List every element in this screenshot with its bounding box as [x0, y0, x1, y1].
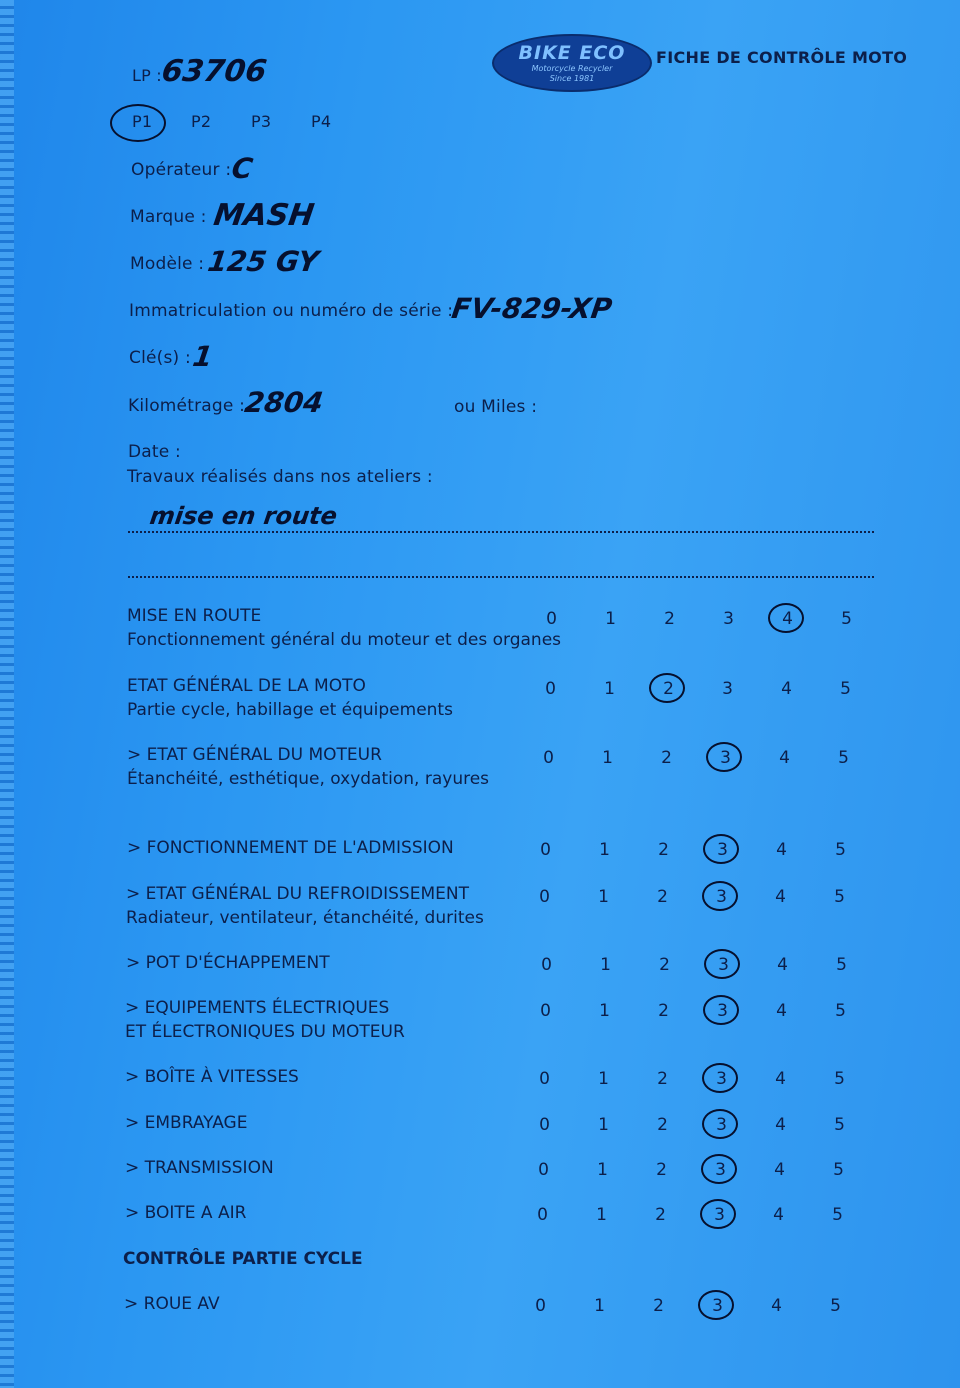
score-option-2[interactable]	[640, 609, 699, 629]
score-option-label: 0	[546, 609, 557, 629]
score-option-1[interactable]	[574, 1069, 633, 1089]
score-option-label: 5	[834, 887, 845, 907]
rating-row-score-scale	[515, 1115, 869, 1135]
score-option-3[interactable]	[693, 840, 752, 860]
score-circle-mark	[768, 603, 804, 633]
score-option-2[interactable]	[633, 887, 692, 907]
score-option-label: 5	[834, 1115, 845, 1135]
score-option-label: 0	[537, 1205, 548, 1225]
rating-row-title: > TRANSMISSION	[125, 1158, 274, 1178]
rating-row-subtitle: Étanchéité, esthétique, oxydation, rayures	[127, 769, 490, 789]
rating-row-title: > FONCTIONNEMENT DE L'ADMISSION	[127, 838, 454, 858]
section-cycle-title: CONTRÔLE PARTIE CYCLE	[123, 1249, 363, 1269]
score-option-1[interactable]	[575, 840, 634, 860]
score-option-1[interactable]	[578, 748, 637, 768]
score-option-label: 1	[600, 955, 611, 975]
score-option-label: 2	[653, 1296, 664, 1316]
score-option-label: 0	[543, 748, 554, 768]
rating-row-title: > POT D'ÉCHAPPEMENT	[126, 953, 330, 973]
lp-label: LP :	[132, 66, 162, 85]
score-option-label: 3	[717, 1001, 728, 1021]
score-option-3[interactable]	[692, 1115, 751, 1135]
score-option-label: 0	[539, 1069, 550, 1089]
score-option-5[interactable]	[810, 1069, 869, 1089]
travaux-line-2	[128, 576, 874, 578]
position-circle-mark	[110, 104, 166, 142]
score-option-label: 2	[661, 748, 672, 768]
lp-value: 63706	[159, 54, 269, 89]
marque-value: MASH	[211, 198, 317, 233]
score-circle-mark	[649, 673, 685, 703]
score-option-0[interactable]	[517, 955, 576, 975]
score-option-3[interactable]	[691, 1160, 750, 1180]
score-circle-mark	[703, 834, 739, 864]
score-option-4[interactable]	[752, 840, 811, 860]
score-option-4[interactable]	[751, 887, 810, 907]
rating-row-score-scale	[517, 955, 871, 975]
score-option-label: 0	[539, 1115, 550, 1135]
score-option-label: 3	[717, 840, 728, 860]
rating-row-title: MISE EN ROUTE	[127, 606, 262, 626]
score-option-label: 3	[716, 887, 727, 907]
rating-row-title: > EQUIPEMENTS ÉLECTRIQUES	[125, 998, 390, 1018]
score-option-1[interactable]	[573, 1160, 632, 1180]
cycle-row-title: > ROUE AV	[124, 1294, 220, 1314]
position-p2[interactable]: P2	[191, 112, 212, 131]
score-option-3[interactable]	[688, 1296, 747, 1316]
bike-eco-logo: BIKE ECO Motorcycle Recycler Since 1981	[492, 34, 652, 92]
miles-label: ou Miles :	[454, 397, 538, 417]
score-option-0[interactable]	[522, 609, 581, 629]
position-p4[interactable]: P4	[311, 112, 332, 131]
score-option-label: 5	[836, 955, 847, 975]
score-option-4[interactable]	[751, 1069, 810, 1089]
score-option-5[interactable]	[809, 1160, 868, 1180]
rating-row-title: ETAT GÉNÉRAL DE LA MOTO	[127, 676, 366, 696]
score-option-2[interactable]	[639, 679, 698, 699]
modele-value: 125 GY	[205, 245, 321, 278]
score-option-2[interactable]	[629, 1296, 688, 1316]
cycle-row-score-scale	[511, 1296, 865, 1316]
score-circle-mark	[704, 949, 740, 979]
score-option-label: 5	[830, 1296, 841, 1316]
score-option-label: 3	[720, 748, 731, 768]
score-option-2[interactable]	[635, 955, 694, 975]
score-option-5[interactable]	[806, 1296, 865, 1316]
score-option-4[interactable]	[755, 748, 814, 768]
immat-label: Immatriculation ou numéro de série :	[129, 301, 454, 321]
score-option-0[interactable]	[521, 679, 580, 699]
score-option-label: 4	[774, 1160, 785, 1180]
travaux-value: mise en route	[148, 502, 339, 530]
score-option-3[interactable]	[693, 1001, 752, 1021]
score-option-label: 4	[773, 1205, 784, 1225]
score-option-1[interactable]	[576, 955, 635, 975]
score-option-4[interactable]	[753, 955, 812, 975]
score-option-label: 3	[714, 1205, 725, 1225]
score-option-1[interactable]	[581, 609, 640, 629]
score-option-3[interactable]	[698, 679, 757, 699]
cles-value: 1	[190, 340, 215, 373]
rating-row-title: > BOITE A AIR	[125, 1203, 247, 1223]
rating-row-title: > BOÎTE À VITESSES	[125, 1067, 299, 1087]
date-label: Date :	[128, 442, 181, 462]
score-option-label: 5	[835, 1001, 846, 1021]
score-option-label: 0	[540, 1001, 551, 1021]
score-option-3[interactable]	[696, 748, 755, 768]
score-circle-mark	[700, 1199, 736, 1229]
rating-row-score-scale	[514, 1160, 868, 1180]
score-option-label: 2	[658, 840, 669, 860]
score-option-4[interactable]	[749, 1205, 808, 1225]
score-option-label: 4	[779, 748, 790, 768]
score-option-4[interactable]	[751, 1115, 810, 1135]
score-option-3[interactable]	[692, 887, 751, 907]
score-option-label: 1	[594, 1296, 605, 1316]
score-option-label: 5	[832, 1205, 843, 1225]
score-option-label: 3	[716, 1069, 727, 1089]
score-circle-mark	[701, 1154, 737, 1184]
cles-label: Clé(s) :	[129, 348, 191, 368]
score-option-label: 2	[656, 1160, 667, 1180]
km-label: Kilométrage :	[128, 396, 246, 416]
score-option-label: 1	[598, 1069, 609, 1089]
score-option-5[interactable]	[811, 1001, 870, 1021]
score-option-label: 4	[771, 1296, 782, 1316]
score-option-label: 4	[776, 840, 787, 860]
score-option-2[interactable]	[633, 1115, 692, 1135]
score-option-label: 1	[599, 840, 610, 860]
rating-row-score-scale	[515, 1069, 869, 1089]
score-option-label: 4	[776, 1001, 787, 1021]
score-option-label: 1	[598, 887, 609, 907]
score-option-5[interactable]	[812, 955, 871, 975]
score-option-0[interactable]	[514, 1160, 573, 1180]
score-option-label: 0	[535, 1296, 546, 1316]
score-option-4[interactable]	[757, 679, 816, 699]
operateur-label: Opérateur :	[131, 160, 232, 180]
score-option-label: 0	[539, 887, 550, 907]
score-option-label: 1	[597, 1160, 608, 1180]
score-circle-mark	[702, 1063, 738, 1093]
score-option-5[interactable]	[810, 887, 869, 907]
score-option-label: 3	[712, 1296, 723, 1316]
score-option-4[interactable]	[758, 609, 817, 629]
operateur-value: C	[229, 152, 255, 185]
rating-row-subtitle: Fonctionnement général du moteur et des organes	[127, 630, 562, 650]
score-option-label: 5	[835, 840, 846, 860]
score-option-2[interactable]	[631, 1205, 690, 1225]
score-option-label: 2	[657, 1069, 668, 1089]
score-option-label: 3	[722, 679, 733, 699]
score-option-label: 4	[781, 679, 792, 699]
form-title: FICHE DE CONTRÔLE MOTO	[656, 48, 908, 67]
rating-row-score-scale	[513, 1205, 867, 1225]
km-value: 2804	[242, 386, 326, 419]
score-option-1[interactable]	[580, 679, 639, 699]
score-option-label: 1	[599, 1001, 610, 1021]
score-option-5[interactable]	[816, 679, 875, 699]
score-option-label: 2	[659, 955, 670, 975]
score-option-1[interactable]	[570, 1296, 629, 1316]
immat-value: FV-829-XP	[449, 292, 615, 325]
score-option-label: 3	[716, 1115, 727, 1135]
score-option-0[interactable]	[513, 1205, 572, 1225]
score-option-2[interactable]	[634, 840, 693, 860]
score-option-label: 1	[598, 1115, 609, 1135]
score-option-4[interactable]	[747, 1296, 806, 1316]
score-option-label: 0	[538, 1160, 549, 1180]
score-option-3[interactable]	[694, 955, 753, 975]
score-option-3[interactable]	[699, 609, 758, 629]
score-option-label: 4	[775, 887, 786, 907]
rating-row-title: > ETAT GÉNÉRAL DU MOTEUR	[127, 745, 382, 765]
score-option-1[interactable]	[575, 1001, 634, 1021]
score-option-4[interactable]	[752, 1001, 811, 1021]
travaux-label: Travaux réalisés dans nos ateliers :	[127, 467, 433, 487]
binder-edge	[0, 0, 14, 1388]
score-option-label: 1	[604, 679, 615, 699]
rating-row-score-scale	[516, 1001, 870, 1021]
score-option-0[interactable]	[516, 840, 575, 860]
score-option-label: 0	[541, 955, 552, 975]
score-option-0[interactable]	[515, 1069, 574, 1089]
position-p3[interactable]: P3	[251, 112, 272, 131]
score-circle-mark	[703, 995, 739, 1025]
score-option-5[interactable]	[817, 609, 876, 629]
score-option-2[interactable]	[637, 748, 696, 768]
score-option-label: 0	[540, 840, 551, 860]
score-circle-mark	[702, 881, 738, 911]
score-option-2[interactable]	[633, 1069, 692, 1089]
rating-row-score-scale	[521, 679, 875, 699]
score-option-0[interactable]	[515, 1115, 574, 1135]
marque-label: Marque :	[130, 207, 207, 227]
score-option-label: 4	[782, 609, 793, 629]
score-option-2[interactable]	[634, 1001, 693, 1021]
rating-row-subtitle: ET ÉLECTRONIQUES DU MOTEUR	[125, 1022, 405, 1042]
score-option-5[interactable]	[810, 1115, 869, 1135]
score-option-0[interactable]	[519, 748, 578, 768]
score-option-label: 1	[602, 748, 613, 768]
travaux-line-1	[128, 531, 874, 533]
score-circle-mark	[698, 1290, 734, 1320]
score-option-label: 4	[777, 955, 788, 975]
rating-row-score-scale	[519, 748, 873, 768]
score-option-label: 4	[775, 1069, 786, 1089]
score-option-label: 3	[718, 955, 729, 975]
score-option-label: 5	[841, 609, 852, 629]
score-option-label: 5	[838, 748, 849, 768]
score-option-label: 2	[657, 887, 668, 907]
score-option-label: 2	[664, 609, 675, 629]
score-option-label: 2	[658, 1001, 669, 1021]
score-option-label: 2	[655, 1205, 666, 1225]
score-option-label: 5	[833, 1160, 844, 1180]
score-option-label: 2	[657, 1115, 668, 1135]
score-option-label: 3	[723, 609, 734, 629]
score-option-0[interactable]	[511, 1296, 570, 1316]
score-option-1[interactable]	[572, 1205, 631, 1225]
rating-row-score-scale	[515, 887, 869, 907]
score-option-label: 1	[596, 1205, 607, 1225]
score-option-label: 1	[605, 609, 616, 629]
score-option-5[interactable]	[814, 748, 873, 768]
score-option-0[interactable]	[515, 887, 574, 907]
score-option-4[interactable]	[750, 1160, 809, 1180]
rating-row-subtitle: Partie cycle, habillage et équipements	[127, 700, 453, 720]
score-circle-mark	[706, 742, 742, 772]
score-option-5[interactable]	[808, 1205, 867, 1225]
rating-row-title: > ETAT GÉNÉRAL DU REFROIDISSEMENT	[126, 884, 469, 904]
score-option-label: 0	[545, 679, 556, 699]
score-option-3[interactable]	[690, 1205, 749, 1225]
score-option-5[interactable]	[811, 840, 870, 860]
score-option-label: 5	[840, 679, 851, 699]
modele-label: Modèle :	[130, 254, 205, 274]
rating-row-score-scale	[522, 609, 876, 629]
score-option-0[interactable]	[516, 1001, 575, 1021]
rating-row-score-scale	[516, 840, 870, 860]
position-p1[interactable]: P1	[132, 112, 153, 131]
score-option-label: 3	[715, 1160, 726, 1180]
score-option-label: 2	[663, 679, 674, 699]
score-option-label: 4	[775, 1115, 786, 1135]
score-option-label: 5	[834, 1069, 845, 1089]
score-option-3[interactable]	[692, 1069, 751, 1089]
score-option-2[interactable]	[632, 1160, 691, 1180]
rating-row-subtitle: Radiateur, ventilateur, étanchéité, durites	[126, 908, 484, 928]
score-option-1[interactable]	[574, 1115, 633, 1135]
score-circle-mark	[702, 1109, 738, 1139]
rating-row-title: > EMBRAYAGE	[125, 1113, 248, 1133]
score-option-1[interactable]	[574, 887, 633, 907]
